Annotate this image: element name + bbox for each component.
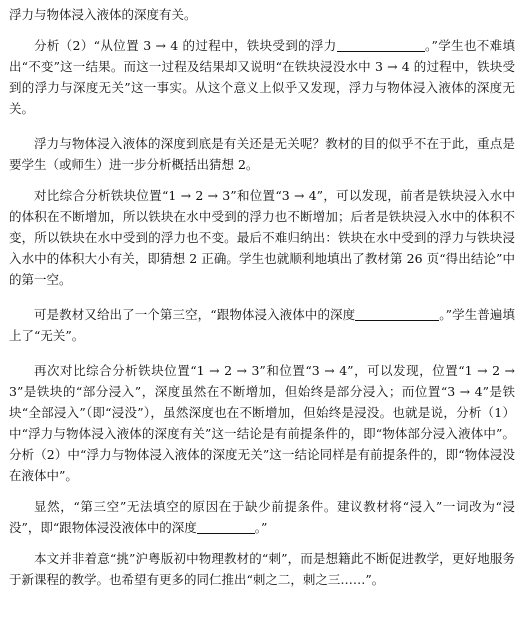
paragraph-2-text-after: 。”学生也不难填出“不变”这一结果。而这一过程及结果却又说明“在铁块浸没水中 3 → 4 的过程中，铁块受到的浮力与深度无关”这一事实。从这个意义上似乎又发现，浮力与物体浸入液体的深度无关。 — [9, 38, 515, 116]
paragraph-4-text: 对比综合分析铁块位置“1 → 2 → 3”和位置“3 → 4”，可以发现，前者是铁块浸入水中的体积在不断增加，所以铁块在水中受到的浮力也不断增加；后者是铁块浸入水中的体积不变，所以铁块在水中受到的浮力也不变。最后不难归纳出：铁块在水中受到的浮力与铁块浸入水中的体积大小有关，即猜想 2 正确。学生也就顺利地填出了教材第 26 页“得出结论”中的第一空。 — [9, 188, 515, 287]
paragraph-7 — [9, 496, 515, 538]
fill-in-blank-2 — [355, 306, 439, 321]
paragraph-5 — [9, 304, 515, 346]
paragraph-3 — [9, 133, 515, 175]
paragraph-5-text-before: 可是教材又给出了一个第三空，“跟物体浸入液体中的深度 — [34, 307, 356, 322]
paragraph-1 — [9, 4, 515, 25]
paragraph-3-text: 浮力与物体浸入液体的深度到底是有关还是无关呢？教材的目的似乎不在于此，重点是要学生（或师生）进一步分析概括出猜想 2。 — [9, 136, 515, 172]
paragraph-7-text-before: 显然，“第三空”无法填空的原因在于缺少前提条件。建议教材将“浸入”一词改为“浸没”，即“跟物体浸没液体中的深度 — [9, 499, 515, 535]
fill-in-blank-3 — [197, 519, 255, 534]
paragraph-1-text: 浮力与物体浸入液体的深度有关。 — [9, 7, 197, 22]
paragraph-6-text: 再次对比综合分析铁块位置“1 → 2 → 3”和位置“3 → 4”，可以发现，位置“1 → 2 → 3”是铁块的“部分浸入”，深度虽然在不断增加，但始终是部分浸入；而位置“3 → 4”是铁块“全部浸入”（即“浸没”），虽然深度也在不断增加，但始终是浸没。也就是说，分析（1）中“浮力与物体浸入液体的深度有关”这一结论是有前提条件的，即“物体部分浸入液体中”。分析（2）中“浮力与物体浸入液体的深度无关”这一结论同样是有前提条件的，即“物体浸没在液体中”。 — [9, 363, 515, 483]
document-page — [9, 4, 515, 590]
paragraph-2 — [9, 35, 515, 119]
paragraph-8-text: 本文并非着意“挑”沪粤版初中物理教材的“刺”，而是想籍此不断促进教学，更好地服务于新课程的教学。也希望有更多的同仁推出“刺之二，刺之三……”。 — [9, 551, 515, 587]
paragraph-7-text-after: 。” — [254, 520, 268, 535]
paragraph-6 — [9, 360, 515, 486]
paragraph-8 — [9, 548, 515, 590]
fill-in-blank-1 — [337, 37, 425, 52]
paragraph-2-text-before: 分析（2）“从位置 3 → 4 的过程中，铁块受到的浮力 — [34, 38, 337, 53]
paragraph-4 — [9, 185, 515, 290]
paragraph-5-text-after: 。”学生普遍填上了“无关”。 — [9, 307, 515, 343]
